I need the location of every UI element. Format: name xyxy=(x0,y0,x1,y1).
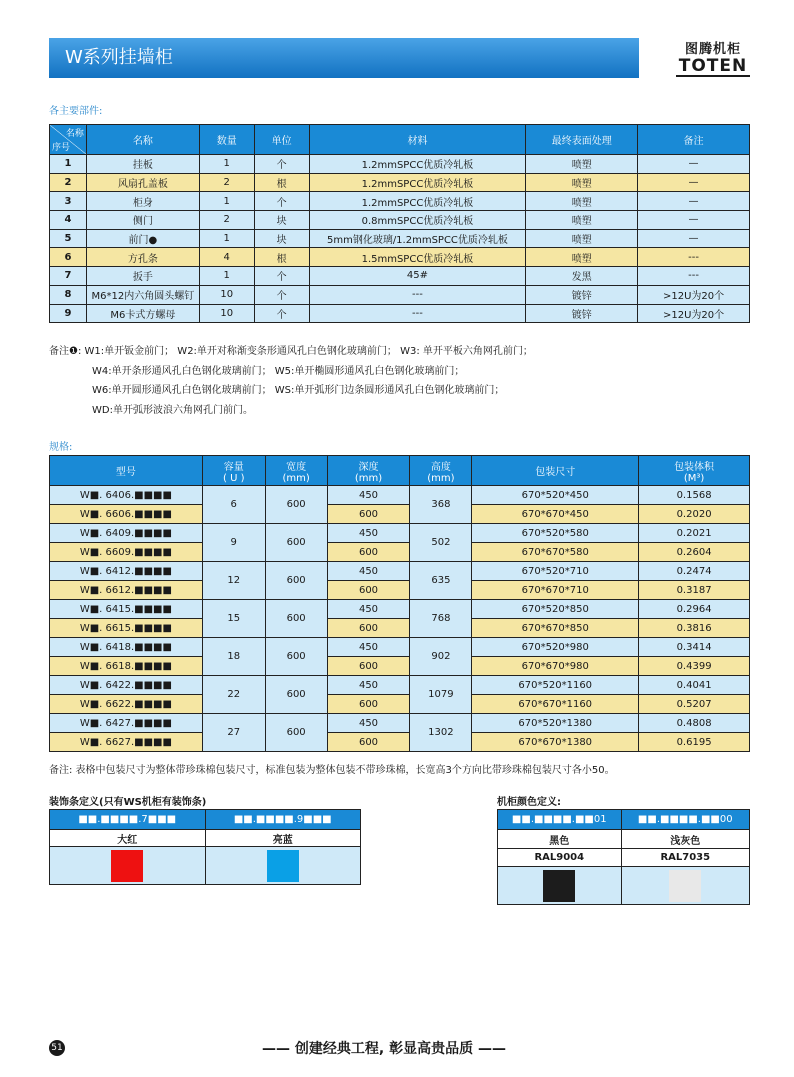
cell-note: >12U为20个 xyxy=(638,304,750,323)
cell-volume: 0.6195 xyxy=(639,733,750,752)
col-header-text: 宽度 xyxy=(286,461,307,473)
cell-unit: 个 xyxy=(254,304,309,323)
cell-depth: 600 xyxy=(327,657,410,676)
table-row xyxy=(50,285,750,304)
cell-name: M6*12内六角圆头螺钉 xyxy=(86,285,199,304)
table-row xyxy=(50,676,750,695)
table-row xyxy=(50,562,750,581)
cell-name: 柜身 xyxy=(86,192,199,211)
cell-pack: 670*670*450 xyxy=(472,505,639,524)
cell-volume: 0.3414 xyxy=(639,638,750,657)
cell-depth: 450 xyxy=(327,562,410,581)
cell-pack: 670*670*980 xyxy=(472,657,639,676)
cell-height: 1302 xyxy=(410,714,472,752)
col-header-text: 高度 xyxy=(430,461,451,473)
cell-no: 9 xyxy=(50,304,87,323)
specs-table xyxy=(49,455,750,752)
cell-no: 8 xyxy=(50,285,87,304)
note-line: WD:单开弧形波浪六角网孔门前门。 xyxy=(92,404,253,416)
brand-logo xyxy=(676,38,750,77)
cell-qty: 1 xyxy=(199,155,254,174)
cell-finish: 镀锌 xyxy=(526,285,638,304)
deco-title: 装饰条定义(只有WS机柜有装饰条) xyxy=(49,797,207,808)
cell-volume: 0.3187 xyxy=(639,581,750,600)
color-ral: RAL9004 xyxy=(498,849,622,867)
cell-name: 风扇孔盖板 xyxy=(86,173,199,192)
cell-depth: 450 xyxy=(327,638,410,657)
cell-model: W■. 6406.■■■■ xyxy=(50,486,203,505)
cell-model: W■. 6606.■■■■ xyxy=(50,505,203,524)
cell-depth: 600 xyxy=(327,581,410,600)
cell-note: --- xyxy=(638,248,750,267)
col-header xyxy=(410,456,472,486)
cell-finish: 喷塑 xyxy=(526,211,638,230)
cell-mat: --- xyxy=(309,285,526,304)
cell-finish: 喷塑 xyxy=(526,248,638,267)
cell-name: 侧门 xyxy=(86,211,199,230)
col-header: 备注 xyxy=(638,125,750,155)
cell-no: 7 xyxy=(50,267,87,286)
cell-height: 1079 xyxy=(410,676,472,714)
cell-volume: 0.2604 xyxy=(639,543,750,562)
table-row xyxy=(50,733,750,752)
cabinet-color-title: 机柜颜色定义: xyxy=(497,797,561,808)
specs-section-label: 规格: xyxy=(49,442,73,453)
cell-unit: 根 xyxy=(254,173,309,192)
col-header-text: 深度 xyxy=(358,461,379,473)
color-ral: RAL7035 xyxy=(621,849,749,867)
cell-qty: 4 xyxy=(199,248,254,267)
cell-note: --- xyxy=(638,267,750,286)
table-row xyxy=(50,600,750,619)
cell-pack: 670*520*1380 xyxy=(472,714,639,733)
cell-pack: 670*520*850 xyxy=(472,600,639,619)
cell-model: W■. 6422.■■■■ xyxy=(50,676,203,695)
cell-volume: 0.2020 xyxy=(639,505,750,524)
cell-unit: 个 xyxy=(254,285,309,304)
color-code: ■■.■■■■.■■00 xyxy=(621,810,749,830)
cell-qty: 1 xyxy=(199,192,254,211)
cell-width: 600 xyxy=(265,600,327,638)
cell-qty: 1 xyxy=(199,229,254,248)
cell-depth: 450 xyxy=(327,600,410,619)
col-header: 单位 xyxy=(254,125,309,155)
table-row xyxy=(50,657,750,676)
cell-depth: 450 xyxy=(327,676,410,695)
cell-finish: 喷塑 xyxy=(526,155,638,174)
color-code: ■■.■■■■.■■01 xyxy=(498,810,622,830)
cell-qty: 10 xyxy=(199,285,254,304)
cell-volume: 0.2964 xyxy=(639,600,750,619)
cell-mat: 1.2mmSPCC优质冷轧板 xyxy=(309,155,526,174)
col-header-text: 容量 xyxy=(223,461,244,473)
cell-finish: 喷塑 xyxy=(526,173,638,192)
cell-width: 600 xyxy=(265,638,327,676)
table-row xyxy=(50,192,750,211)
corner-header xyxy=(50,125,87,155)
page-number: 51 xyxy=(49,1040,65,1056)
col-header-text: 包装体积 xyxy=(674,461,715,473)
specs-footnote: 备注: 表格中包装尺寸为整体带珍珠棉包装尺寸，标准包装为整体包装不带珍珠棉，长宽高3个方向比带珍珠棉包装尺寸各小50。 xyxy=(49,765,615,776)
cell-pack: 670*670*710 xyxy=(472,581,639,600)
corner-bottom: 序号 xyxy=(52,143,71,153)
footer-slogan: —— 创建经典工程, 彰显高贵品质 —— xyxy=(262,1041,506,1057)
cell-depth: 600 xyxy=(327,619,410,638)
table-row xyxy=(50,304,750,323)
red-swatch xyxy=(111,850,143,882)
notes-block xyxy=(49,342,749,420)
cell-finish: 镀锌 xyxy=(526,304,638,323)
table-row xyxy=(50,543,750,562)
cell-depth: 600 xyxy=(327,543,410,562)
cell-mat: --- xyxy=(309,304,526,323)
logo-cn: 图腾机柜 xyxy=(684,42,741,57)
cell-note: >12U为20个 xyxy=(638,285,750,304)
blue-swatch xyxy=(267,850,299,882)
table-row xyxy=(50,695,750,714)
cell-height: 502 xyxy=(410,524,472,562)
cell-mat: 0.8mmSPCC优质冷轧板 xyxy=(309,211,526,230)
col-header-unit: (mm) xyxy=(427,472,455,484)
cell-width: 600 xyxy=(265,676,327,714)
cell-unit: 个 xyxy=(254,192,309,211)
cell-depth: 450 xyxy=(327,486,410,505)
table-row xyxy=(50,581,750,600)
cell-volume: 0.5207 xyxy=(639,695,750,714)
col-header-unit: (mm) xyxy=(354,472,383,484)
parts-table xyxy=(49,124,750,323)
deco-swatch-cell xyxy=(50,847,206,885)
cell-mat: 1.2mmSPCC优质冷轧板 xyxy=(309,192,526,211)
cell-note: — xyxy=(638,229,750,248)
cell-name: 扳手 xyxy=(86,267,199,286)
cell-note: — xyxy=(638,155,750,174)
cell-pack: 670*520*1160 xyxy=(472,676,639,695)
col-header: 名称 xyxy=(86,125,199,155)
cell-depth: 450 xyxy=(327,524,410,543)
cell-model: W■. 6409.■■■■ xyxy=(50,524,203,543)
page-title-banner xyxy=(49,38,639,78)
note-line: W6:单开圆形通风孔白色钢化玻璃前门； WS:单开弧形门边条圆形通风孔白色钢化玻璃前门； xyxy=(92,385,505,396)
cell-model: W■. 6609.■■■■ xyxy=(50,543,203,562)
cell-mat: 1.5mmSPCC优质冷轧板 xyxy=(309,248,526,267)
cell-model: W■. 6615.■■■■ xyxy=(50,619,203,638)
cell-unit: 个 xyxy=(254,267,309,286)
cell-height: 368 xyxy=(410,486,472,524)
cell-mat: 5mm钢化玻璃/1.2mmSPCC优质冷轧板 xyxy=(309,229,526,248)
color-name: 黑色 xyxy=(498,830,622,849)
cell-unit: 块 xyxy=(254,211,309,230)
cell-model: W■. 6427.■■■■ xyxy=(50,714,203,733)
col-header-unit: (M³) xyxy=(683,472,705,484)
deco-code: ■■.■■■■.7■■■ xyxy=(50,810,206,830)
table-row xyxy=(50,248,750,267)
table-row xyxy=(50,638,750,657)
cell-no: 4 xyxy=(50,211,87,230)
cell-pack: 670*670*1160 xyxy=(472,695,639,714)
cell-height: 635 xyxy=(410,562,472,600)
cell-depth: 450 xyxy=(327,714,410,733)
cell-volume: 0.4399 xyxy=(639,657,750,676)
cell-height: 902 xyxy=(410,638,472,676)
cell-pack: 670*520*450 xyxy=(472,486,639,505)
cell-note: — xyxy=(638,192,750,211)
cell-mat: 45# xyxy=(309,267,526,286)
cabinet-color-table xyxy=(497,809,750,905)
cell-mat: 1.2mmSPCC优质冷轧板 xyxy=(309,173,526,192)
deco-code: ■■.■■■■.9■■■ xyxy=(205,810,361,830)
cell-name: 挂板 xyxy=(86,155,199,174)
cell-width: 600 xyxy=(265,562,327,600)
cell-width: 600 xyxy=(265,524,327,562)
table-row xyxy=(50,229,750,248)
cell-volume: 0.1568 xyxy=(639,486,750,505)
cell-model: W■. 6612.■■■■ xyxy=(50,581,203,600)
col-header-unit: (mm) xyxy=(282,472,310,484)
table-row xyxy=(50,211,750,230)
cell-volume: 0.4041 xyxy=(639,676,750,695)
col-header xyxy=(639,456,750,486)
col-header: 型号 xyxy=(50,456,203,486)
black-swatch xyxy=(543,870,575,902)
table-row xyxy=(50,714,750,733)
deco-swatch-cell xyxy=(205,847,361,885)
cell-name: 方孔条 xyxy=(86,248,199,267)
cell-volume: 0.2474 xyxy=(639,562,750,581)
col-header: 数量 xyxy=(199,125,254,155)
cell-depth: 600 xyxy=(327,505,410,524)
note-line: 备注❶: W1:单开钣金前门； W2:单开对称渐变条形通风孔白色钢化玻璃前门； W3: 单开平板六角网孔前门； xyxy=(49,346,533,357)
cell-no: 1 xyxy=(50,155,87,174)
cell-unit: 根 xyxy=(254,248,309,267)
deco-name: 亮蓝 xyxy=(205,830,361,847)
cell-pack: 670*670*1380 xyxy=(472,733,639,752)
cell-no: 3 xyxy=(50,192,87,211)
logo-en: TOTEN xyxy=(676,57,750,77)
cell-capacity: 18 xyxy=(202,638,265,676)
cell-qty: 2 xyxy=(199,211,254,230)
color-swatch-cell xyxy=(498,867,622,905)
cell-volume: 0.2021 xyxy=(639,524,750,543)
cell-pack: 670*670*580 xyxy=(472,543,639,562)
cell-finish: 喷塑 xyxy=(526,229,638,248)
table-row xyxy=(50,486,750,505)
cell-qty: 2 xyxy=(199,173,254,192)
cell-pack: 670*520*580 xyxy=(472,524,639,543)
cell-finish: 喷塑 xyxy=(526,192,638,211)
cell-model: W■. 6627.■■■■ xyxy=(50,733,203,752)
cell-qty: 10 xyxy=(199,304,254,323)
cell-model: W■. 6412.■■■■ xyxy=(50,562,203,581)
page-title: W系列挂墙柜 xyxy=(65,47,173,68)
cell-note: — xyxy=(638,173,750,192)
cell-unit: 块 xyxy=(254,229,309,248)
cell-capacity: 6 xyxy=(202,486,265,524)
cell-height: 768 xyxy=(410,600,472,638)
cell-capacity: 9 xyxy=(202,524,265,562)
cell-name: M6卡式方螺母 xyxy=(86,304,199,323)
cell-note: — xyxy=(638,211,750,230)
light-grey-swatch xyxy=(669,870,701,902)
cell-model: W■. 6618.■■■■ xyxy=(50,657,203,676)
col-header xyxy=(202,456,265,486)
cell-volume: 0.4808 xyxy=(639,714,750,733)
col-header: 包装尺寸 xyxy=(472,456,639,486)
cell-depth: 600 xyxy=(327,695,410,714)
cell-no: 2 xyxy=(50,173,87,192)
note-line: W4:单开条形通风孔白色钢化玻璃前门； W5:单开椭圆形通风孔白色钢化玻璃前门； xyxy=(92,365,465,377)
color-name: 浅灰色 xyxy=(621,830,749,849)
cell-no: 5 xyxy=(50,229,87,248)
cell-model: W■. 6622.■■■■ xyxy=(50,695,203,714)
cell-depth: 600 xyxy=(327,733,410,752)
col-header-unit: ( U ) xyxy=(222,472,245,484)
cell-finish: 发黑 xyxy=(526,267,638,286)
corner-top: 名称 xyxy=(65,129,84,139)
table-row xyxy=(50,619,750,638)
cell-name: 前门● xyxy=(86,229,199,248)
col-header xyxy=(327,456,410,486)
cell-capacity: 27 xyxy=(202,714,265,752)
table-row xyxy=(50,173,750,192)
cell-width: 600 xyxy=(265,486,327,524)
deco-name: 大红 xyxy=(50,830,206,847)
table-row xyxy=(50,505,750,524)
table-row xyxy=(50,267,750,286)
cell-capacity: 12 xyxy=(202,562,265,600)
cell-volume: 0.3816 xyxy=(639,619,750,638)
cell-qty: 1 xyxy=(199,267,254,286)
cell-width: 600 xyxy=(265,714,327,752)
cell-no: 6 xyxy=(50,248,87,267)
cell-pack: 670*520*980 xyxy=(472,638,639,657)
col-header: 材料 xyxy=(309,125,526,155)
table-row xyxy=(50,155,750,174)
parts-section-label: 各主要部件: xyxy=(49,106,103,117)
cell-pack: 670*670*850 xyxy=(472,619,639,638)
cell-model: W■. 6418.■■■■ xyxy=(50,638,203,657)
deco-table xyxy=(49,809,361,885)
cell-capacity: 15 xyxy=(202,600,265,638)
col-header xyxy=(265,456,327,486)
col-header: 最终表面处理 xyxy=(526,125,638,155)
table-row xyxy=(50,524,750,543)
cell-capacity: 22 xyxy=(202,676,265,714)
cell-model: W■. 6415.■■■■ xyxy=(50,600,203,619)
cell-unit: 个 xyxy=(254,155,309,174)
color-swatch-cell xyxy=(621,867,749,905)
cell-pack: 670*520*710 xyxy=(472,562,639,581)
